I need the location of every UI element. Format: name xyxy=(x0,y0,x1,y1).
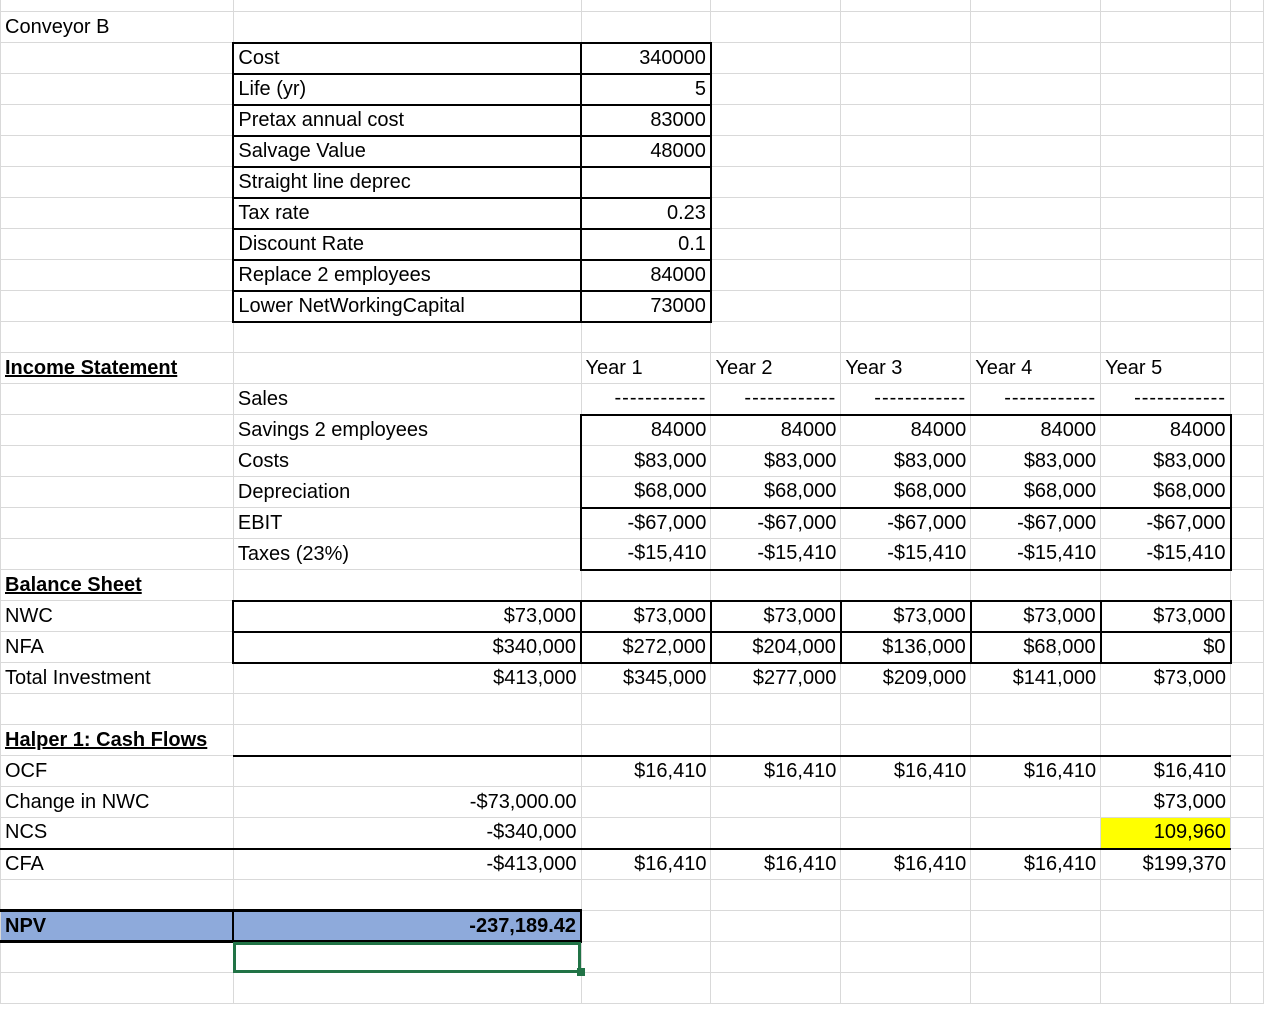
cell[interactable] xyxy=(1101,0,1231,12)
cell[interactable]: Year 3 xyxy=(841,353,971,384)
cell[interactable]: $73,000 xyxy=(1101,787,1231,818)
sheet-row xyxy=(1,291,1264,322)
cell[interactable]: NFA xyxy=(1,632,234,663)
cell[interactable] xyxy=(233,880,581,911)
sheet-row xyxy=(1,105,1264,136)
cell[interactable]: $83,000 xyxy=(711,446,841,477)
cell[interactable]: -$413,000 xyxy=(233,849,581,880)
cell[interactable] xyxy=(1231,353,1264,384)
cell[interactable] xyxy=(971,136,1101,167)
cell[interactable]: $68,000 xyxy=(971,632,1101,663)
cell[interactable]: $73,000 xyxy=(971,601,1101,632)
cell[interactable] xyxy=(1231,260,1264,291)
cell[interactable] xyxy=(1231,756,1264,787)
cell[interactable] xyxy=(711,880,841,911)
cell[interactable] xyxy=(1231,229,1264,260)
cell[interactable] xyxy=(711,105,841,136)
cell[interactable]: $83,000 xyxy=(971,446,1101,477)
cell[interactable] xyxy=(841,973,971,1004)
sheet-row xyxy=(1,322,1264,353)
cell[interactable] xyxy=(711,12,841,43)
sheet-row xyxy=(1,12,1264,43)
cell[interactable] xyxy=(1231,849,1264,880)
cell[interactable]: Savings 2 employees xyxy=(233,415,581,446)
cell[interactable] xyxy=(1101,12,1231,43)
cell[interactable]: $73,000 xyxy=(841,601,971,632)
cell[interactable] xyxy=(1,198,234,229)
cell[interactable]: 73000 xyxy=(581,291,711,322)
cell[interactable] xyxy=(1,105,234,136)
cell[interactable] xyxy=(711,787,841,818)
cell[interactable] xyxy=(841,880,971,911)
section-heading: Income Statement xyxy=(1,353,234,384)
cell[interactable] xyxy=(1,260,234,291)
cell[interactable] xyxy=(1,74,234,105)
npv-label[interactable]: NPV xyxy=(1,911,234,942)
cell[interactable] xyxy=(1,539,234,570)
cell[interactable] xyxy=(1101,725,1231,756)
cell[interactable] xyxy=(581,818,711,849)
cell[interactable] xyxy=(1231,167,1264,198)
cell[interactable] xyxy=(233,756,581,787)
cell[interactable]: 0.23 xyxy=(581,198,711,229)
cell[interactable] xyxy=(581,787,711,818)
cell[interactable]: $83,000 xyxy=(841,446,971,477)
cell[interactable]: CFA xyxy=(1,849,234,880)
cell[interactable] xyxy=(841,725,971,756)
cell[interactable] xyxy=(1231,136,1264,167)
sheet-row xyxy=(1,43,1264,74)
cell[interactable] xyxy=(1231,787,1264,818)
cell[interactable] xyxy=(841,291,971,322)
cell[interactable] xyxy=(1101,105,1231,136)
cell[interactable]: $83,000 xyxy=(581,446,711,477)
cell[interactable] xyxy=(971,911,1101,942)
cell[interactable]: $141,000 xyxy=(971,663,1101,694)
cell[interactable] xyxy=(1231,322,1264,353)
cell[interactable]: OCF xyxy=(1,756,234,787)
cell[interactable] xyxy=(1,229,234,260)
cell[interactable] xyxy=(971,973,1101,1004)
cell[interactable]: $68,000 xyxy=(971,477,1101,508)
cell[interactable] xyxy=(581,942,711,973)
cell[interactable]: ------------ xyxy=(971,384,1101,415)
cell[interactable] xyxy=(841,260,971,291)
cell[interactable] xyxy=(233,322,581,353)
cell[interactable] xyxy=(233,353,581,384)
cell[interactable] xyxy=(1231,446,1264,477)
cell[interactable] xyxy=(233,694,581,725)
sheet-row xyxy=(1,973,1264,1004)
cell[interactable] xyxy=(1231,12,1264,43)
cell[interactable]: $68,000 xyxy=(711,477,841,508)
cell[interactable]: $16,410 xyxy=(581,756,711,787)
cell[interactable] xyxy=(971,942,1101,973)
cell[interactable]: $272,000 xyxy=(581,632,711,663)
cell[interactable]: $16,410 xyxy=(1101,756,1231,787)
cell[interactable]: 109,960 xyxy=(1101,818,1231,849)
cell[interactable] xyxy=(581,880,711,911)
cell[interactable]: Straight line deprec xyxy=(233,167,581,198)
section-heading: Balance Sheet xyxy=(1,570,234,601)
cell[interactable] xyxy=(971,322,1101,353)
cell[interactable]: 84000 xyxy=(1101,415,1231,446)
cell[interactable] xyxy=(711,291,841,322)
cell[interactable] xyxy=(1231,973,1264,1004)
cell[interactable] xyxy=(1231,0,1264,12)
cell[interactable] xyxy=(711,818,841,849)
sheet-row xyxy=(1,136,1264,167)
cell[interactable]: Tax rate xyxy=(233,198,581,229)
cell[interactable]: $136,000 xyxy=(841,632,971,663)
cell[interactable] xyxy=(841,570,971,601)
cell[interactable] xyxy=(711,74,841,105)
cell[interactable] xyxy=(581,694,711,725)
cell[interactable] xyxy=(581,725,711,756)
cell[interactable]: $345,000 xyxy=(581,663,711,694)
cell[interactable] xyxy=(1231,880,1264,911)
cell[interactable] xyxy=(971,0,1101,12)
sheet-row xyxy=(1,818,1264,849)
cell[interactable]: Year 1 xyxy=(581,353,711,384)
cell[interactable] xyxy=(1101,942,1231,973)
sheet-row xyxy=(1,167,1264,198)
cell[interactable]: $204,000 xyxy=(711,632,841,663)
cell[interactable]: ------------ xyxy=(841,384,971,415)
cell[interactable]: 5 xyxy=(581,74,711,105)
cell[interactable]: -$67,000 xyxy=(711,508,841,539)
cell[interactable] xyxy=(1231,663,1264,694)
cell[interactable]: NWC xyxy=(1,601,234,632)
cell[interactable] xyxy=(1,167,234,198)
cell[interactable]: Life (yr) xyxy=(233,74,581,105)
cell[interactable]: $16,410 xyxy=(581,849,711,880)
cell[interactable]: Year 2 xyxy=(711,353,841,384)
cell[interactable] xyxy=(1231,291,1264,322)
cell[interactable]: $413,000 xyxy=(233,663,581,694)
cell[interactable] xyxy=(1101,694,1231,725)
cell[interactable]: ------------ xyxy=(1101,384,1231,415)
cell[interactable] xyxy=(711,198,841,229)
cell[interactable] xyxy=(1,384,234,415)
cell[interactable] xyxy=(711,43,841,74)
cell[interactable] xyxy=(1231,508,1264,539)
sheet-row xyxy=(1,353,1264,384)
cell[interactable] xyxy=(711,322,841,353)
cell[interactable]: 83000 xyxy=(581,105,711,136)
section-heading: Halper 1: Cash Flows xyxy=(1,725,234,756)
cell[interactable] xyxy=(971,198,1101,229)
cell[interactable] xyxy=(1,0,234,12)
cell[interactable] xyxy=(1231,477,1264,508)
cell[interactable] xyxy=(1101,260,1231,291)
cell[interactable] xyxy=(971,74,1101,105)
cell[interactable] xyxy=(581,12,711,43)
sheet-row xyxy=(1,601,1264,632)
cell[interactable] xyxy=(1,973,234,1004)
cell[interactable]: ------------ xyxy=(711,384,841,415)
cell[interactable] xyxy=(1231,43,1264,74)
cell[interactable] xyxy=(841,167,971,198)
cell[interactable] xyxy=(1101,911,1231,942)
cell[interactable]: 340000 xyxy=(581,43,711,74)
cell[interactable] xyxy=(1,322,234,353)
cell[interactable]: $73,000 xyxy=(1101,601,1231,632)
cell[interactable] xyxy=(1,415,234,446)
cell[interactable]: Replace 2 employees xyxy=(233,260,581,291)
sheet-title[interactable]: Conveyor B xyxy=(1,12,234,43)
cell[interactable] xyxy=(1231,942,1264,973)
cell[interactable]: Year 5 xyxy=(1101,353,1231,384)
cell[interactable]: Salvage Value xyxy=(233,136,581,167)
cell[interactable] xyxy=(1,43,234,74)
cell[interactable] xyxy=(581,973,711,1004)
cell[interactable] xyxy=(711,973,841,1004)
sheet-row xyxy=(1,229,1264,260)
sheet-row xyxy=(1,756,1264,787)
cell[interactable] xyxy=(1,446,234,477)
cell[interactable] xyxy=(971,260,1101,291)
sheet-row xyxy=(1,880,1264,911)
cell[interactable]: Cost xyxy=(233,43,581,74)
cell[interactable] xyxy=(841,911,971,942)
cell[interactable] xyxy=(841,105,971,136)
cell[interactable]: Costs xyxy=(233,446,581,477)
cell[interactable]: $16,410 xyxy=(711,849,841,880)
cell[interactable]: $73,000 xyxy=(1101,663,1231,694)
cell[interactable] xyxy=(711,942,841,973)
cell[interactable] xyxy=(711,725,841,756)
cell[interactable]: $83,000 xyxy=(1101,446,1231,477)
cell[interactable] xyxy=(1101,229,1231,260)
cell[interactable] xyxy=(1231,911,1264,942)
cell[interactable] xyxy=(841,136,971,167)
cell[interactable] xyxy=(971,105,1101,136)
sheet-row xyxy=(1,849,1264,880)
cell[interactable] xyxy=(1231,415,1264,446)
cell[interactable] xyxy=(971,880,1101,911)
cell[interactable] xyxy=(581,0,711,12)
cell[interactable]: Taxes (23%) xyxy=(233,539,581,570)
cell[interactable] xyxy=(841,818,971,849)
cell[interactable]: $0 xyxy=(1101,632,1231,663)
cell[interactable] xyxy=(1231,601,1264,632)
cell[interactable]: -$15,410 xyxy=(581,539,711,570)
cell[interactable]: Total Investment xyxy=(1,663,234,694)
sheet-row xyxy=(1,477,1264,508)
cell[interactable]: $73,000 xyxy=(711,601,841,632)
cell[interactable] xyxy=(233,0,581,12)
cell[interactable] xyxy=(971,229,1101,260)
cell[interactable]: Pretax annual cost xyxy=(233,105,581,136)
cell[interactable]: Depreciation xyxy=(233,477,581,508)
cell[interactable] xyxy=(233,12,581,43)
sheet-row xyxy=(1,415,1264,446)
cell[interactable] xyxy=(1231,570,1264,601)
cell[interactable] xyxy=(233,570,581,601)
cell[interactable] xyxy=(1231,384,1264,415)
sheet-row xyxy=(1,694,1264,725)
cell[interactable] xyxy=(1,942,234,973)
sheet-row xyxy=(1,725,1264,756)
sheet-row xyxy=(1,942,1264,973)
cell[interactable] xyxy=(581,167,711,198)
cell[interactable] xyxy=(1231,818,1264,849)
cell[interactable] xyxy=(1,694,234,725)
cell[interactable]: 84000 xyxy=(711,415,841,446)
sheet-row xyxy=(1,663,1264,694)
cell[interactable] xyxy=(711,229,841,260)
cell[interactable] xyxy=(1101,880,1231,911)
cell[interactable] xyxy=(1101,136,1231,167)
sheet-row xyxy=(1,787,1264,818)
sheet-row xyxy=(1,0,1264,12)
cell[interactable] xyxy=(841,694,971,725)
cell[interactable] xyxy=(971,167,1101,198)
cell[interactable] xyxy=(1,508,234,539)
cell[interactable]: 84000 xyxy=(971,415,1101,446)
cell[interactable] xyxy=(711,136,841,167)
cell[interactable]: $73,000 xyxy=(233,601,581,632)
cell[interactable]: 84000 xyxy=(581,415,711,446)
sheet-row xyxy=(1,632,1264,663)
cell[interactable]: 84000 xyxy=(841,415,971,446)
cell[interactable] xyxy=(711,167,841,198)
cell[interactable] xyxy=(971,570,1101,601)
cell[interactable]: -$15,410 xyxy=(971,539,1101,570)
cell[interactable] xyxy=(971,43,1101,74)
cell[interactable] xyxy=(1231,725,1264,756)
cell[interactable] xyxy=(233,973,581,1004)
cell[interactable] xyxy=(1231,539,1264,570)
cell[interactable]: -$67,000 xyxy=(581,508,711,539)
cell[interactable]: $209,000 xyxy=(841,663,971,694)
cell[interactable] xyxy=(1,477,234,508)
cell[interactable]: $340,000 xyxy=(233,632,581,663)
npv-value[interactable]: -237,189.42 xyxy=(233,911,581,942)
cell[interactable]: 48000 xyxy=(581,136,711,167)
cell[interactable] xyxy=(711,0,841,12)
cell[interactable] xyxy=(1101,973,1231,1004)
sheet-row xyxy=(1,74,1264,105)
cell[interactable]: Year 4 xyxy=(971,353,1101,384)
cell[interactable]: NCS xyxy=(1,818,234,849)
cell[interactable]: Lower NetWorkingCapital xyxy=(233,291,581,322)
cell[interactable]: -$340,000 xyxy=(233,818,581,849)
sheet-row xyxy=(1,570,1264,601)
sheet-row xyxy=(1,446,1264,477)
cell[interactable]: Sales xyxy=(233,384,581,415)
sheet-row xyxy=(1,260,1264,291)
cell[interactable]: ------------ xyxy=(581,384,711,415)
sheet-row xyxy=(1,508,1264,539)
cell[interactable] xyxy=(1,291,234,322)
cell[interactable] xyxy=(841,74,971,105)
cell[interactable] xyxy=(841,322,971,353)
cell[interactable] xyxy=(233,725,581,756)
cell[interactable] xyxy=(1101,43,1231,74)
cell[interactable] xyxy=(711,911,841,942)
cell[interactable] xyxy=(711,694,841,725)
cell[interactable] xyxy=(581,322,711,353)
cell[interactable] xyxy=(1101,570,1231,601)
cell[interactable] xyxy=(581,570,711,601)
cell[interactable]: -$15,410 xyxy=(841,539,971,570)
cell[interactable]: $68,000 xyxy=(841,477,971,508)
cell[interactable] xyxy=(841,942,971,973)
cell[interactable] xyxy=(1231,198,1264,229)
cell[interactable]: EBIT xyxy=(233,508,581,539)
sheet-row xyxy=(1,539,1264,570)
cell[interactable]: $16,410 xyxy=(711,756,841,787)
cell[interactable] xyxy=(1101,291,1231,322)
cell[interactable]: -$67,000 xyxy=(841,508,971,539)
cell[interactable] xyxy=(841,43,971,74)
cell[interactable]: -$15,410 xyxy=(711,539,841,570)
sheet-row xyxy=(1,384,1264,415)
cell[interactable] xyxy=(841,0,971,12)
cell[interactable] xyxy=(1231,74,1264,105)
cell[interactable] xyxy=(841,787,971,818)
cell[interactable]: $68,000 xyxy=(1101,477,1231,508)
cell[interactable] xyxy=(971,12,1101,43)
cell[interactable]: $277,000 xyxy=(711,663,841,694)
cell[interactable]: $199,370 xyxy=(1101,849,1231,880)
cell[interactable] xyxy=(971,818,1101,849)
cell[interactable]: $16,410 xyxy=(841,756,971,787)
cell[interactable] xyxy=(1,880,234,911)
cell[interactable]: $16,410 xyxy=(971,756,1101,787)
cell[interactable] xyxy=(971,725,1101,756)
cell[interactable]: -$73,000.00 xyxy=(233,787,581,818)
cell[interactable] xyxy=(1101,322,1231,353)
cell[interactable] xyxy=(841,12,971,43)
cell[interactable]: -$67,000 xyxy=(1101,508,1231,539)
cell[interactable] xyxy=(711,260,841,291)
cell[interactable]: $16,410 xyxy=(971,849,1101,880)
cell[interactable] xyxy=(971,787,1101,818)
cell[interactable]: Change in NWC xyxy=(1,787,234,818)
selected-cell[interactable] xyxy=(233,942,581,973)
cell[interactable]: 0.1 xyxy=(581,229,711,260)
sheet-row xyxy=(1,911,1264,942)
cell[interactable] xyxy=(581,911,711,942)
cell[interactable] xyxy=(841,229,971,260)
cell[interactable] xyxy=(1231,632,1264,663)
cell[interactable]: -$67,000 xyxy=(971,508,1101,539)
cell[interactable] xyxy=(1,136,234,167)
cell[interactable]: -$15,410 xyxy=(1101,539,1231,570)
cell[interactable] xyxy=(971,291,1101,322)
cell[interactable] xyxy=(711,570,841,601)
cell[interactable]: $68,000 xyxy=(581,477,711,508)
cell[interactable] xyxy=(1101,198,1231,229)
cell[interactable] xyxy=(1231,694,1264,725)
cell[interactable]: 84000 xyxy=(581,260,711,291)
cell[interactable] xyxy=(1101,167,1231,198)
cell[interactable]: $73,000 xyxy=(581,601,711,632)
cell[interactable] xyxy=(1101,74,1231,105)
cell[interactable]: Discount Rate xyxy=(233,229,581,260)
sheet-row xyxy=(1,198,1264,229)
cell[interactable] xyxy=(841,198,971,229)
cell[interactable] xyxy=(1231,105,1264,136)
cell[interactable] xyxy=(971,694,1101,725)
cell[interactable]: $16,410 xyxy=(841,849,971,880)
